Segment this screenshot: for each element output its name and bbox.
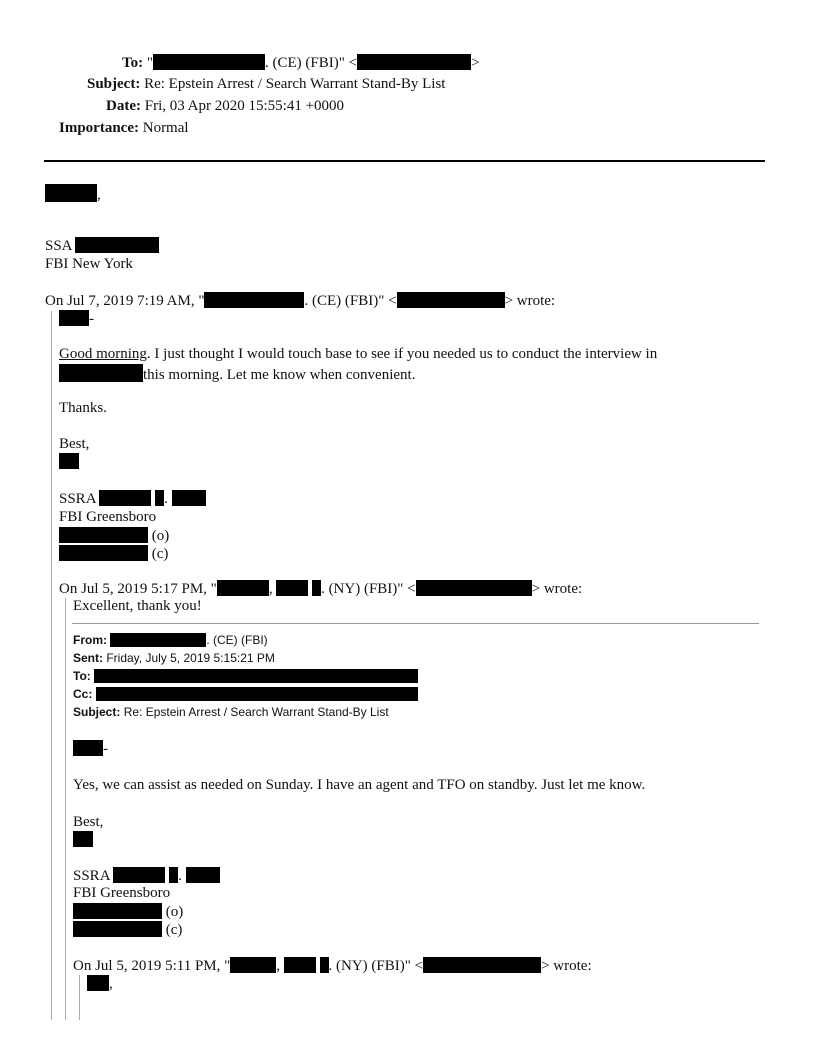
salute-tail: - xyxy=(89,311,94,327)
quote1-best: Best, xyxy=(59,436,90,452)
quote1-phone-c xyxy=(59,545,168,563)
intro-text: . (NY) (FBI)" < xyxy=(321,581,416,597)
quote1-initials xyxy=(59,453,79,471)
signature-role: SSRA xyxy=(59,491,96,507)
importance-label: Importance: xyxy=(59,120,139,136)
fwd-to-row xyxy=(73,669,418,683)
paragraph-link-text: Good morning xyxy=(59,346,147,362)
date-value: Fri, 03 Apr 2020 15:55:41 +0000 xyxy=(144,98,345,114)
phone-type: (o) xyxy=(151,528,170,544)
redaction xyxy=(94,669,418,683)
fwd-from-value: . (CE) (FBI) xyxy=(206,633,268,647)
redaction xyxy=(186,867,220,883)
fwd-to-label: To: xyxy=(73,669,91,683)
subject-value: Re: Epstein Arrest / Search Warrant Stand-By List xyxy=(144,76,446,92)
fwd-cc-row xyxy=(73,687,418,701)
intro-text: > wrote: xyxy=(541,958,592,974)
redaction xyxy=(276,580,308,596)
intro-text: On Jul 7, 2019 7:19 AM, " xyxy=(45,293,205,309)
fwd-sent-row xyxy=(73,651,275,665)
quote-bar-3 xyxy=(79,975,80,1020)
date-label: Date: xyxy=(106,98,141,114)
intro-text: > wrote: xyxy=(504,293,556,309)
quote-bar-2 xyxy=(65,598,66,1020)
header-divider xyxy=(44,160,765,162)
greeting-tail: , xyxy=(97,187,101,203)
redaction xyxy=(99,490,151,506)
intro-text: On Jul 5, 2019 5:11 PM, " xyxy=(73,958,231,974)
fwd-salutation xyxy=(73,740,108,758)
phone-type: (c) xyxy=(151,546,169,562)
fwd-phone-c xyxy=(73,921,182,939)
redaction xyxy=(73,740,103,756)
signature-title xyxy=(45,237,159,255)
redaction xyxy=(172,490,206,506)
redaction xyxy=(397,292,505,308)
forward-divider xyxy=(72,623,759,624)
signature-role: SSA xyxy=(45,238,72,254)
greeting xyxy=(45,184,101,204)
fwd-sig-title xyxy=(73,867,220,885)
signature-role: SSRA xyxy=(73,868,110,884)
redaction xyxy=(75,237,159,253)
intro-text: . (NY) (FBI)" < xyxy=(328,958,424,974)
fwd-sent-value: Friday, July 5, 2019 5:15:21 PM xyxy=(106,651,275,665)
fwd-sent-label: Sent: xyxy=(73,651,103,665)
redaction xyxy=(320,957,329,973)
signature-office: FBI New York xyxy=(45,256,133,272)
redaction xyxy=(312,580,321,596)
fwd-from-label: From: xyxy=(73,633,107,647)
phone-type: (o) xyxy=(165,904,184,920)
intro-text: On Jul 5, 2019 5:17 PM, " xyxy=(59,581,217,597)
redaction xyxy=(96,687,418,701)
intro-text: , xyxy=(276,958,281,974)
redaction xyxy=(59,527,148,543)
redaction xyxy=(357,54,471,70)
fwd-subject-row xyxy=(73,705,389,719)
fwd-sig-office: FBI Greensboro xyxy=(73,885,171,901)
redaction xyxy=(59,545,148,561)
quote1-paragraph-line2 xyxy=(59,364,415,384)
fwd-cc-label: Cc: xyxy=(73,687,93,701)
redaction xyxy=(284,957,316,973)
phone-type: (c) xyxy=(165,922,183,938)
sig-dot: . xyxy=(178,868,182,884)
quote2-reply: Excellent, thank you! xyxy=(73,598,202,614)
importance-value: Normal xyxy=(142,120,189,136)
quote-bar-1 xyxy=(51,311,52,1020)
to-quote: " xyxy=(146,55,153,71)
redaction xyxy=(73,903,162,919)
header-date-row xyxy=(106,98,344,115)
salute-tail: , xyxy=(109,976,113,992)
fwd-subject-label: Subject: xyxy=(73,705,121,719)
paragraph-text: . I just thought I would touch base to see if you needed us to conduct the interview in xyxy=(146,346,658,362)
redaction xyxy=(153,54,265,70)
header-to-row xyxy=(122,54,480,72)
redaction xyxy=(169,867,178,883)
quote3-intro xyxy=(73,957,592,975)
redaction xyxy=(59,453,79,469)
redaction xyxy=(87,975,109,991)
quote1-salutation xyxy=(59,310,94,328)
intro-text: > wrote: xyxy=(531,581,583,597)
quote1-intro xyxy=(45,292,555,310)
quote2-intro xyxy=(59,580,582,598)
redaction xyxy=(423,957,541,973)
redaction xyxy=(59,364,143,382)
fwd-phone-o xyxy=(73,903,183,921)
paragraph-text: this morning. Let me know when convenient. xyxy=(143,367,416,383)
redaction xyxy=(230,957,276,973)
to-mid: . (CE) (FBI)" < xyxy=(265,55,358,71)
quote1-sig-title xyxy=(59,490,206,508)
redaction xyxy=(416,580,532,596)
quote1-sig-office: FBI Greensboro xyxy=(59,509,157,525)
to-label: To: xyxy=(122,55,144,71)
redaction xyxy=(217,580,269,596)
redaction xyxy=(45,184,97,202)
header-importance-row xyxy=(59,120,189,137)
redaction xyxy=(113,867,165,883)
quote1-paragraph xyxy=(59,346,657,363)
fwd-paragraph: Yes, we can assist as needed on Sunday. I have an agent and TFO on standby. Just let me know. xyxy=(73,777,646,793)
quote1-phone-o xyxy=(59,527,169,545)
quote3-salutation xyxy=(87,975,113,993)
to-end: > xyxy=(471,55,480,71)
fwd-from-row xyxy=(73,633,268,647)
sig-dot: . xyxy=(164,491,168,507)
fwd-initials xyxy=(73,831,93,849)
header-subject-row xyxy=(87,76,445,93)
quote1-thanks: Thanks. xyxy=(59,400,107,416)
fwd-best: Best, xyxy=(73,814,104,830)
redaction xyxy=(204,292,304,308)
intro-text: , xyxy=(268,581,273,597)
redaction xyxy=(73,921,162,937)
redaction xyxy=(110,633,206,647)
fwd-subject-value: Re: Epstein Arrest / Search Warrant Stand-By List xyxy=(123,705,389,719)
redaction xyxy=(155,490,164,506)
redaction xyxy=(59,310,89,326)
redaction xyxy=(73,831,93,847)
subject-label: Subject: xyxy=(87,76,141,92)
intro-text: . (CE) (FBI)" < xyxy=(304,293,397,309)
salute-tail: - xyxy=(103,741,108,757)
